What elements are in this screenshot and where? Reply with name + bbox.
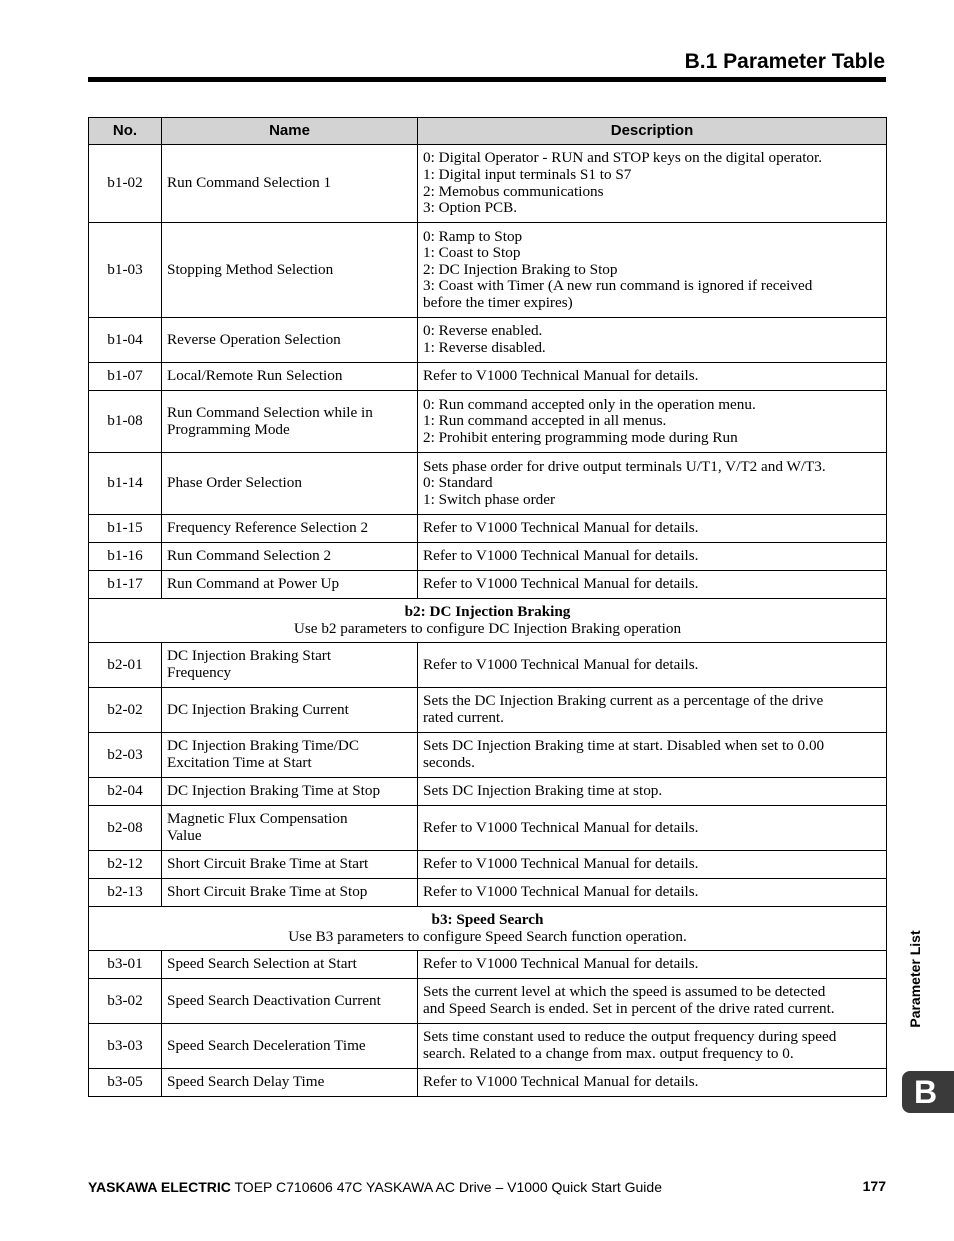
param-name-line: Magnetic Flux Compensation [167, 810, 348, 828]
param-description [418, 1024, 887, 1069]
param-description-line: 0: Digital Operator - RUN and STOP keys on the digital operator. [423, 149, 823, 167]
param-description-line: 2: Memobus communications [423, 182, 604, 200]
param-number: b1-08 [89, 391, 162, 453]
column-header-description: Description [418, 118, 887, 145]
param-name-line: DC Injection Braking Current [167, 700, 349, 718]
param-name-line: Programming Mode [167, 420, 290, 438]
param-description [418, 643, 887, 688]
table-row [89, 851, 887, 879]
header-rule [88, 77, 886, 82]
param-description-line: Refer to V1000 Technical Manual for details. [423, 955, 699, 973]
table-row [89, 1069, 887, 1097]
param-name-line: Run Command Selection 2 [167, 547, 332, 565]
param-description-line: before the timer expires) [423, 293, 573, 311]
param-description [418, 391, 887, 453]
table-row [89, 453, 887, 515]
appendix-tab: B [902, 1071, 954, 1113]
param-name-line: Frequency Reference Selection 2 [167, 519, 369, 537]
section-cell [89, 599, 887, 643]
param-description-line: 3: Option PCB. [423, 199, 518, 217]
param-description [418, 1069, 887, 1097]
param-number: b2-13 [89, 879, 162, 907]
param-number: b1-17 [89, 571, 162, 599]
param-description-line: Sets DC Injection Braking time at start. Disabled when set to 0.00 [423, 737, 825, 755]
table-header-row [89, 118, 887, 145]
section-title: b2: DC Injection Braking [404, 602, 571, 620]
param-description-line: 0: Run command accepted only in the operation menu. [423, 395, 756, 413]
param-description [418, 979, 887, 1024]
param-description-line: Refer to V1000 Technical Manual for details. [423, 818, 699, 836]
table-row [89, 363, 887, 391]
param-number: b1-07 [89, 363, 162, 391]
footer-brand: YASKAWA ELECTRIC [88, 1179, 231, 1195]
column-header-name: Name [162, 118, 418, 145]
footer [88, 1179, 662, 1195]
param-name [162, 778, 418, 806]
param-description [418, 318, 887, 363]
param-description-line: 0: Ramp to Stop [423, 227, 523, 245]
table-row [89, 733, 887, 778]
param-name-line: Local/Remote Run Selection [167, 367, 343, 385]
param-description-line: Sets phase order for drive output terminals U/T1, V/T2 and W/T3. [423, 457, 826, 475]
param-name [162, 879, 418, 907]
table-row [89, 543, 887, 571]
param-number: b3-01 [89, 951, 162, 979]
param-name [162, 571, 418, 599]
param-description [418, 363, 887, 391]
table-row [89, 979, 887, 1024]
param-description-line: 2: DC Injection Braking to Stop [423, 260, 618, 278]
param-number: b2-01 [89, 643, 162, 688]
table-row [89, 643, 887, 688]
param-name-line: Stopping Method Selection [167, 260, 334, 278]
param-number: b1-16 [89, 543, 162, 571]
param-name-line: DC Injection Braking Time/DC [167, 737, 359, 755]
param-description [418, 688, 887, 733]
footer-doc-title: TOEP C710606 47C YASKAWA AC Drive – V1000 Quick Start Guide [230, 1179, 662, 1195]
param-name-line: Run Command Selection 1 [167, 174, 332, 192]
table-row [89, 951, 887, 979]
param-name-line: Reverse Operation Selection [167, 330, 341, 348]
param-name [162, 543, 418, 571]
param-description-line: 1: Coast to Stop [423, 244, 521, 262]
param-number: b3-02 [89, 979, 162, 1024]
column-header-no: No. [89, 118, 162, 145]
param-number: b1-03 [89, 223, 162, 318]
param-description-line: 2: Prohibit entering programming mode during Run [423, 428, 738, 446]
param-name [162, 951, 418, 979]
param-description-line: Refer to V1000 Technical Manual for details. [423, 575, 699, 593]
param-description-line: 0: Standard [423, 474, 493, 492]
param-description [418, 806, 887, 851]
param-name [162, 851, 418, 879]
param-name-line: Phase Order Selection [167, 474, 302, 492]
param-description-line: 1: Reverse disabled. [423, 339, 546, 356]
param-number: b2-08 [89, 806, 162, 851]
param-name [162, 1024, 418, 1069]
param-description [418, 951, 887, 979]
param-name-line: Speed Search Selection at Start [167, 955, 357, 973]
param-description-line: and Speed Search is ended. Set in percent of the drive rated current. [423, 1000, 835, 1017]
param-description-line: Refer to V1000 Technical Manual for details. [423, 547, 699, 565]
param-name-line: Short Circuit Brake Time at Start [167, 855, 369, 873]
table-row [89, 778, 887, 806]
param-description-line: Refer to V1000 Technical Manual for details. [423, 655, 699, 673]
param-name [162, 391, 418, 453]
param-name [162, 733, 418, 778]
param-description-line: Refer to V1000 Technical Manual for details. [423, 855, 699, 873]
parameter-table [88, 117, 887, 1097]
section-row [89, 907, 887, 951]
table-row [89, 1024, 887, 1069]
param-number: b2-12 [89, 851, 162, 879]
param-number: b1-04 [89, 318, 162, 363]
param-name-line: Value [167, 827, 202, 844]
param-description-line: Sets time constant used to reduce the output frequency during speed [423, 1028, 837, 1046]
param-description [418, 543, 887, 571]
param-name-line: DC Injection Braking Start [167, 647, 332, 665]
param-number: b1-14 [89, 453, 162, 515]
param-name [162, 223, 418, 318]
side-label-text: Parameter List [907, 930, 923, 1028]
param-name-line: Short Circuit Brake Time at Stop [167, 883, 368, 901]
table-row [89, 571, 887, 599]
table-row [89, 145, 887, 223]
param-name-line: Run Command Selection while in [167, 403, 373, 421]
param-description [418, 515, 887, 543]
param-name [162, 979, 418, 1024]
param-number: b1-02 [89, 145, 162, 223]
param-name-line: Speed Search Deactivation Current [167, 991, 381, 1009]
param-description-line: 1: Digital input terminals S1 to S7 [423, 165, 632, 183]
page-number: 177 [862, 1178, 886, 1194]
param-number: b3-03 [89, 1024, 162, 1069]
param-name [162, 453, 418, 515]
param-description [418, 851, 887, 879]
param-description [418, 145, 887, 223]
param-description-line: Sets DC Injection Braking time at stop. [423, 782, 663, 800]
param-description [418, 571, 887, 599]
param-description [418, 778, 887, 806]
param-name-line: Excitation Time at Start [167, 754, 312, 771]
param-number: b2-04 [89, 778, 162, 806]
param-description-line: Sets the current level at which the speed is assumed to be detected [423, 983, 826, 1001]
param-description-line: Refer to V1000 Technical Manual for details. [423, 367, 699, 385]
param-description-line: 3: Coast with Timer (A new run command is ignored if received [423, 277, 813, 295]
section-row [89, 599, 887, 643]
param-name-line: Run Command at Power Up [167, 575, 340, 593]
param-description-line: search. Related to a change from max. output frequency to 0. [423, 1045, 794, 1062]
table-row [89, 688, 887, 733]
param-number: b1-15 [89, 515, 162, 543]
param-number: b2-02 [89, 688, 162, 733]
table-row [89, 879, 887, 907]
table-row [89, 515, 887, 543]
param-number: b2-03 [89, 733, 162, 778]
section-side-label [904, 915, 926, 1043]
page-title: B.1 Parameter Table [684, 50, 885, 73]
param-name [162, 688, 418, 733]
param-description-line: Refer to V1000 Technical Manual for details. [423, 519, 699, 537]
param-description [418, 453, 887, 515]
table-row [89, 391, 887, 453]
param-name [162, 643, 418, 688]
param-description [418, 223, 887, 318]
param-name-line: Frequency [167, 664, 232, 681]
section-cell [89, 907, 887, 951]
table-row [89, 318, 887, 363]
param-description [418, 733, 887, 778]
param-name-line: Speed Search Delay Time [167, 1073, 325, 1091]
table-row [89, 806, 887, 851]
param-name [162, 515, 418, 543]
param-description-line: seconds. [423, 754, 475, 771]
param-name [162, 806, 418, 851]
section-subtitle: Use b2 parameters to configure DC Injection Braking operation [293, 619, 682, 637]
param-description-line: Refer to V1000 Technical Manual for details. [423, 883, 699, 901]
param-description-line: rated current. [423, 709, 504, 726]
param-description-line: 0: Reverse enabled. [423, 322, 543, 340]
table-row [89, 223, 887, 318]
param-name-line: DC Injection Braking Time at Stop [167, 782, 381, 800]
param-description [418, 879, 887, 907]
param-description-line: Sets the DC Injection Braking current as a percentage of the drive [423, 692, 824, 710]
param-description-line: 1: Switch phase order [423, 490, 556, 508]
param-name [162, 363, 418, 391]
param-name [162, 1069, 418, 1097]
param-name-line: Speed Search Deceleration Time [167, 1036, 366, 1054]
param-name [162, 145, 418, 223]
section-subtitle: Use B3 parameters to configure Speed Search function operation. [288, 927, 687, 945]
param-description-line: 1: Run command accepted in all menus. [423, 412, 667, 430]
param-name [162, 318, 418, 363]
param-description-line: Refer to V1000 Technical Manual for details. [423, 1073, 699, 1091]
param-number: b3-05 [89, 1069, 162, 1097]
section-title: b3: Speed Search [431, 910, 544, 928]
